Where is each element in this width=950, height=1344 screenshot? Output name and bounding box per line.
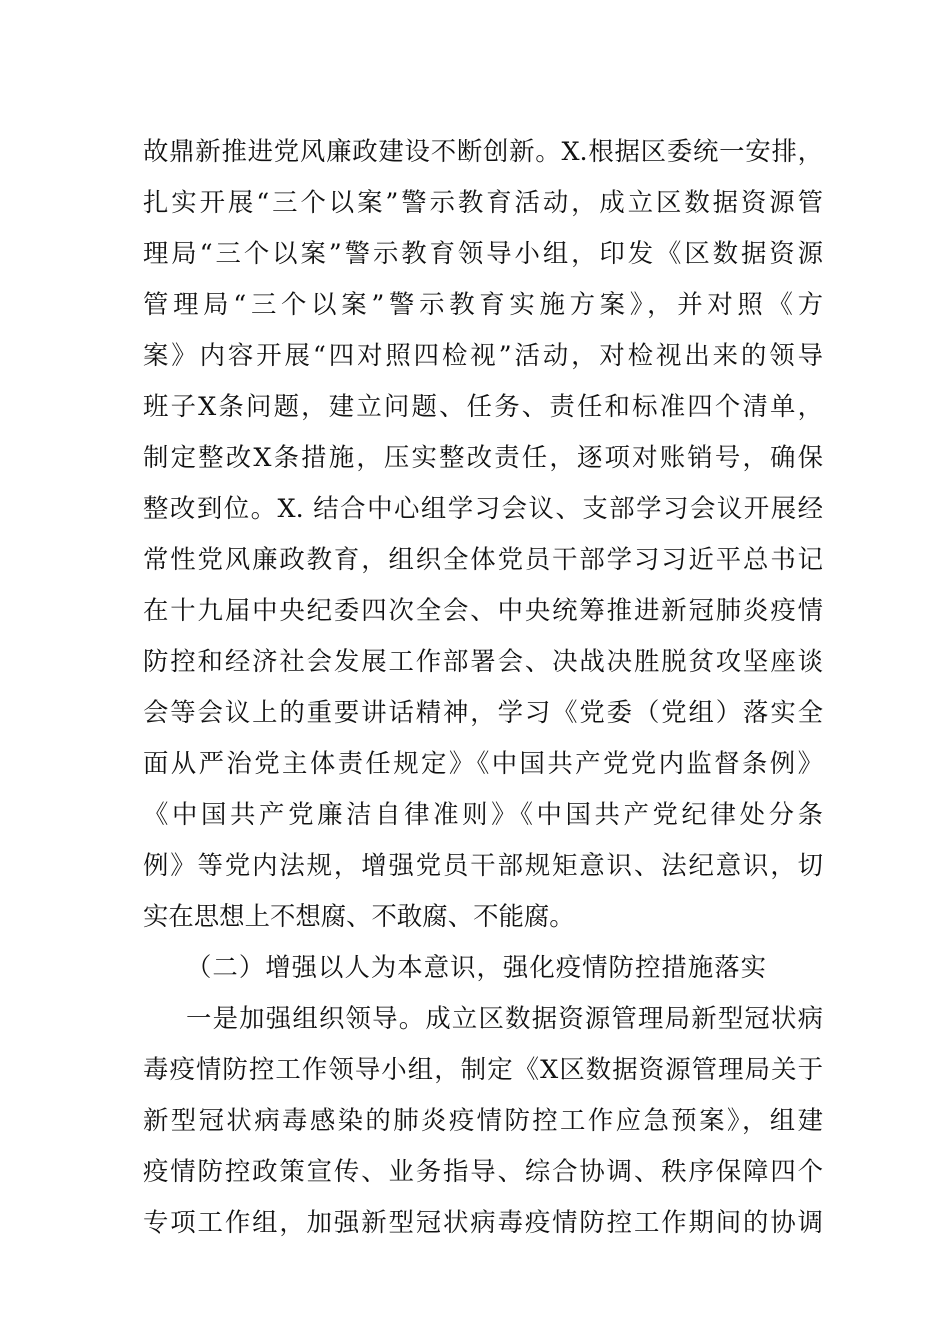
body-text-line: 整改到位。X. 结合中心组学习会议、支部学习会议开展经 — [143, 493, 823, 523]
body-text-line: 故鼎新推进党风廉政建设不断创新。X.根据区委统一安排， — [143, 136, 823, 166]
body-text-line: 在十九届中央纪委四次全会、中央统筹推进新冠肺炎疫情 — [143, 595, 823, 625]
body-text-line: 会等会议上的重要讲话精神，学习《党委（党组）落实全 — [143, 697, 823, 727]
body-text-line: 新型冠状病毒感染的肺炎疫情防控工作应急预案》，组建 — [143, 1105, 823, 1135]
body-text-line: 制定整改X条措施，压实整改责任，逐项对账销号，确保 — [143, 442, 823, 472]
body-text-line: 专项工作组，加强新型冠状病毒疫情防控工作期间的协调 — [143, 1207, 823, 1237]
body-text-line: 面从严治党主体责任规定》《中国共产党党内监督条例》 — [143, 748, 823, 778]
body-text-line: 毒疫情防控工作领导小组，制定《X区数据资源管理局关于 — [143, 1054, 823, 1084]
body-text-line: 案》内容开展“四对照四检视”活动，对检视出来的领导 — [143, 340, 823, 370]
body-text-line: 班子X条问题，建立问题、任务、责任和标准四个清单， — [143, 391, 823, 421]
body-text-line: 《中国共产党廉洁自律准则》《中国共产党纪律处分条 — [143, 799, 823, 829]
body-text-line: 例》等党内法规，增强党员干部规矩意识、法纪意识，切 — [143, 850, 823, 880]
body-text-line: 常性党风廉政教育，组织全体党员干部学习习近平总书记 — [143, 544, 823, 574]
body-text-line: 管理局“三个以案”警示教育实施方案》，并对照《方 — [143, 289, 823, 319]
body-text-line: 疫情防控政策宣传、业务指导、综合协调、秩序保障四个 — [143, 1156, 823, 1186]
body-text-line: 实在思想上不想腐、不敢腐、不能腐。 — [143, 901, 575, 931]
body-text-line: 扎实开展“三个以案”警示教育活动，成立区数据资源管 — [143, 187, 823, 217]
section-heading: （二）增强以人为本意识，强化疫情防控措施落实 — [186, 952, 766, 982]
body-text-line: 一是加强组织领导。成立区数据资源管理局新型冠状病 — [186, 1003, 823, 1033]
body-text-line: 理局“三个以案”警示教育领导小组，印发《区数据资源 — [143, 238, 823, 268]
body-text-line: 防控和经济社会发展工作部署会、决战决胜脱贫攻坚座谈 — [143, 646, 823, 676]
